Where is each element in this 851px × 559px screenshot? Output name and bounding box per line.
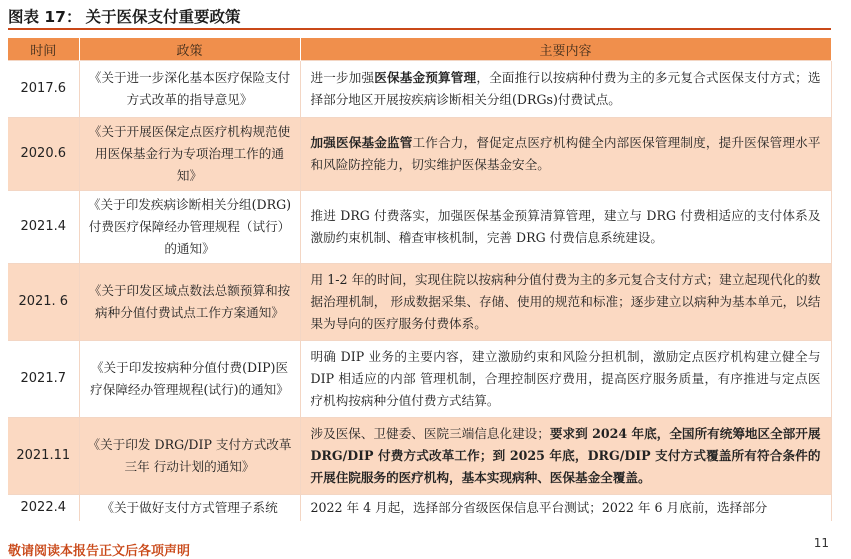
cell-content (300, 341, 831, 418)
cell-time: 2020.6 (8, 118, 79, 191)
cell-content (300, 118, 831, 191)
content-text: 推进 DRG 付费落实，加强医保基金预算清算管理，建立与 DRG 付费相适应的支付体系及激励约束机制、稽查审核机制，完善 DRG 付费信息系统建设。 (310, 208, 821, 245)
content-text: ，全面推行以按病种付费为主的多元复合式医保支付方式；选择部分地区开展按疾病诊断相关分组(DRGs)付费试点。 (310, 70, 821, 107)
policy-table (8, 38, 832, 521)
cell-policy: 《关于印发按病种分值付费(DIP)医疗保障经办管理规程(试行)的通知》 (79, 341, 300, 418)
cell-policy: 《关于开展医保定点医疗机构规范使用医保基金行为专项治理工作的通知》 (79, 118, 300, 191)
cell-policy: 《关于做好支付方式管理子系统 (79, 495, 300, 522)
page-number: 11 (813, 536, 829, 550)
cell-policy: 《关于进一步深化基本医疗保险支付方式改革的指导意见》 (79, 61, 300, 118)
cell-content (300, 191, 831, 264)
content-text: 进一步加强 (310, 70, 375, 85)
content-emphasis: 加强医保基金监管 (310, 135, 413, 150)
cell-content (300, 61, 831, 118)
footer (8, 538, 831, 559)
cell-content (300, 264, 831, 341)
cell-time: 2021.11 (8, 418, 79, 495)
cell-time: 2022.4 (8, 495, 79, 522)
content-emphasis: 要求到 2024 年底，全国所有统筹地区全部开展 DRG/DIP 付费方式改革工作；到 2025 年底，DRG/DIP 支付方式覆盖所有符合条件的开展住院服务的医疗机构，基本实现病种、医保基金全覆盖。 (310, 426, 821, 485)
table-header-row (8, 38, 831, 61)
table-row (8, 118, 831, 191)
cell-content (300, 495, 831, 522)
cell-policy: 《关于印发 DRG/DIP 支付方式改革三年 行动计划的通知》 (79, 418, 300, 495)
table-row (8, 191, 831, 264)
content-text: 2022 年 4 月起，选择部分省级医保信息平台测试；2022 年 6 月底前，选择部分 (310, 500, 768, 515)
header-content: 主要内容 (300, 38, 831, 61)
cell-time: 2021.7 (8, 341, 79, 418)
content-text: 工作合力，督促定点医疗机构健全内部医保管理制度，提升医保管理水平和风险防控能力，切实维护医保基金安全。 (310, 135, 821, 172)
figure-title (8, 6, 831, 30)
table-row (8, 495, 831, 522)
header-time: 时间 (8, 38, 79, 61)
table-row (8, 264, 831, 341)
content-emphasis: 医保基金预算管理 (374, 70, 477, 85)
cell-policy: 《关于印发区域点数法总额预算和按病种分值付费试点工作方案通知》 (79, 264, 300, 341)
cell-time: 2021. 6 (8, 264, 79, 341)
disclaimer-text: 敬请阅读本报告正文后各项声明 (8, 544, 191, 559)
figure-caption: 关于医保支付重要政策 (85, 8, 241, 26)
cell-policy: 《关于印发疾病诊断相关分组(DRG)付费医疗保障经办管理规程（试行）的通知》 (79, 191, 300, 264)
table-row (8, 61, 831, 118)
cell-time: 2017.6 (8, 61, 79, 118)
table-row (8, 418, 831, 495)
header-policy: 政策 (79, 38, 300, 61)
cell-time: 2021.4 (8, 191, 79, 264)
content-text: 涉及医保、卫健委、医院三端信息化建设； (310, 426, 550, 441)
table-row (8, 341, 831, 418)
content-text: 用 1-2 年的时间，实现住院以按病种分值付费为主的多元复合支付方式；建立起现代化的数据治理机制， 形成数据采集、存储、使用的规范和标准；逐步建立以病种为基本单元，以结果为导向的医疗服务付费体系。 (310, 272, 821, 331)
figure-label: 图表 17： (8, 8, 82, 26)
content-text: 明确 DIP 业务的主要内容，建立激励约束和风险分担机制，激励定点医疗机构建立健全与 DIP 相适应的内部 管理机制，合理控制医疗费用，提高医疗服务质量，有序推进与定点医疗机构按病种分值付费方式结算。 (310, 349, 821, 408)
cell-content (300, 418, 831, 495)
